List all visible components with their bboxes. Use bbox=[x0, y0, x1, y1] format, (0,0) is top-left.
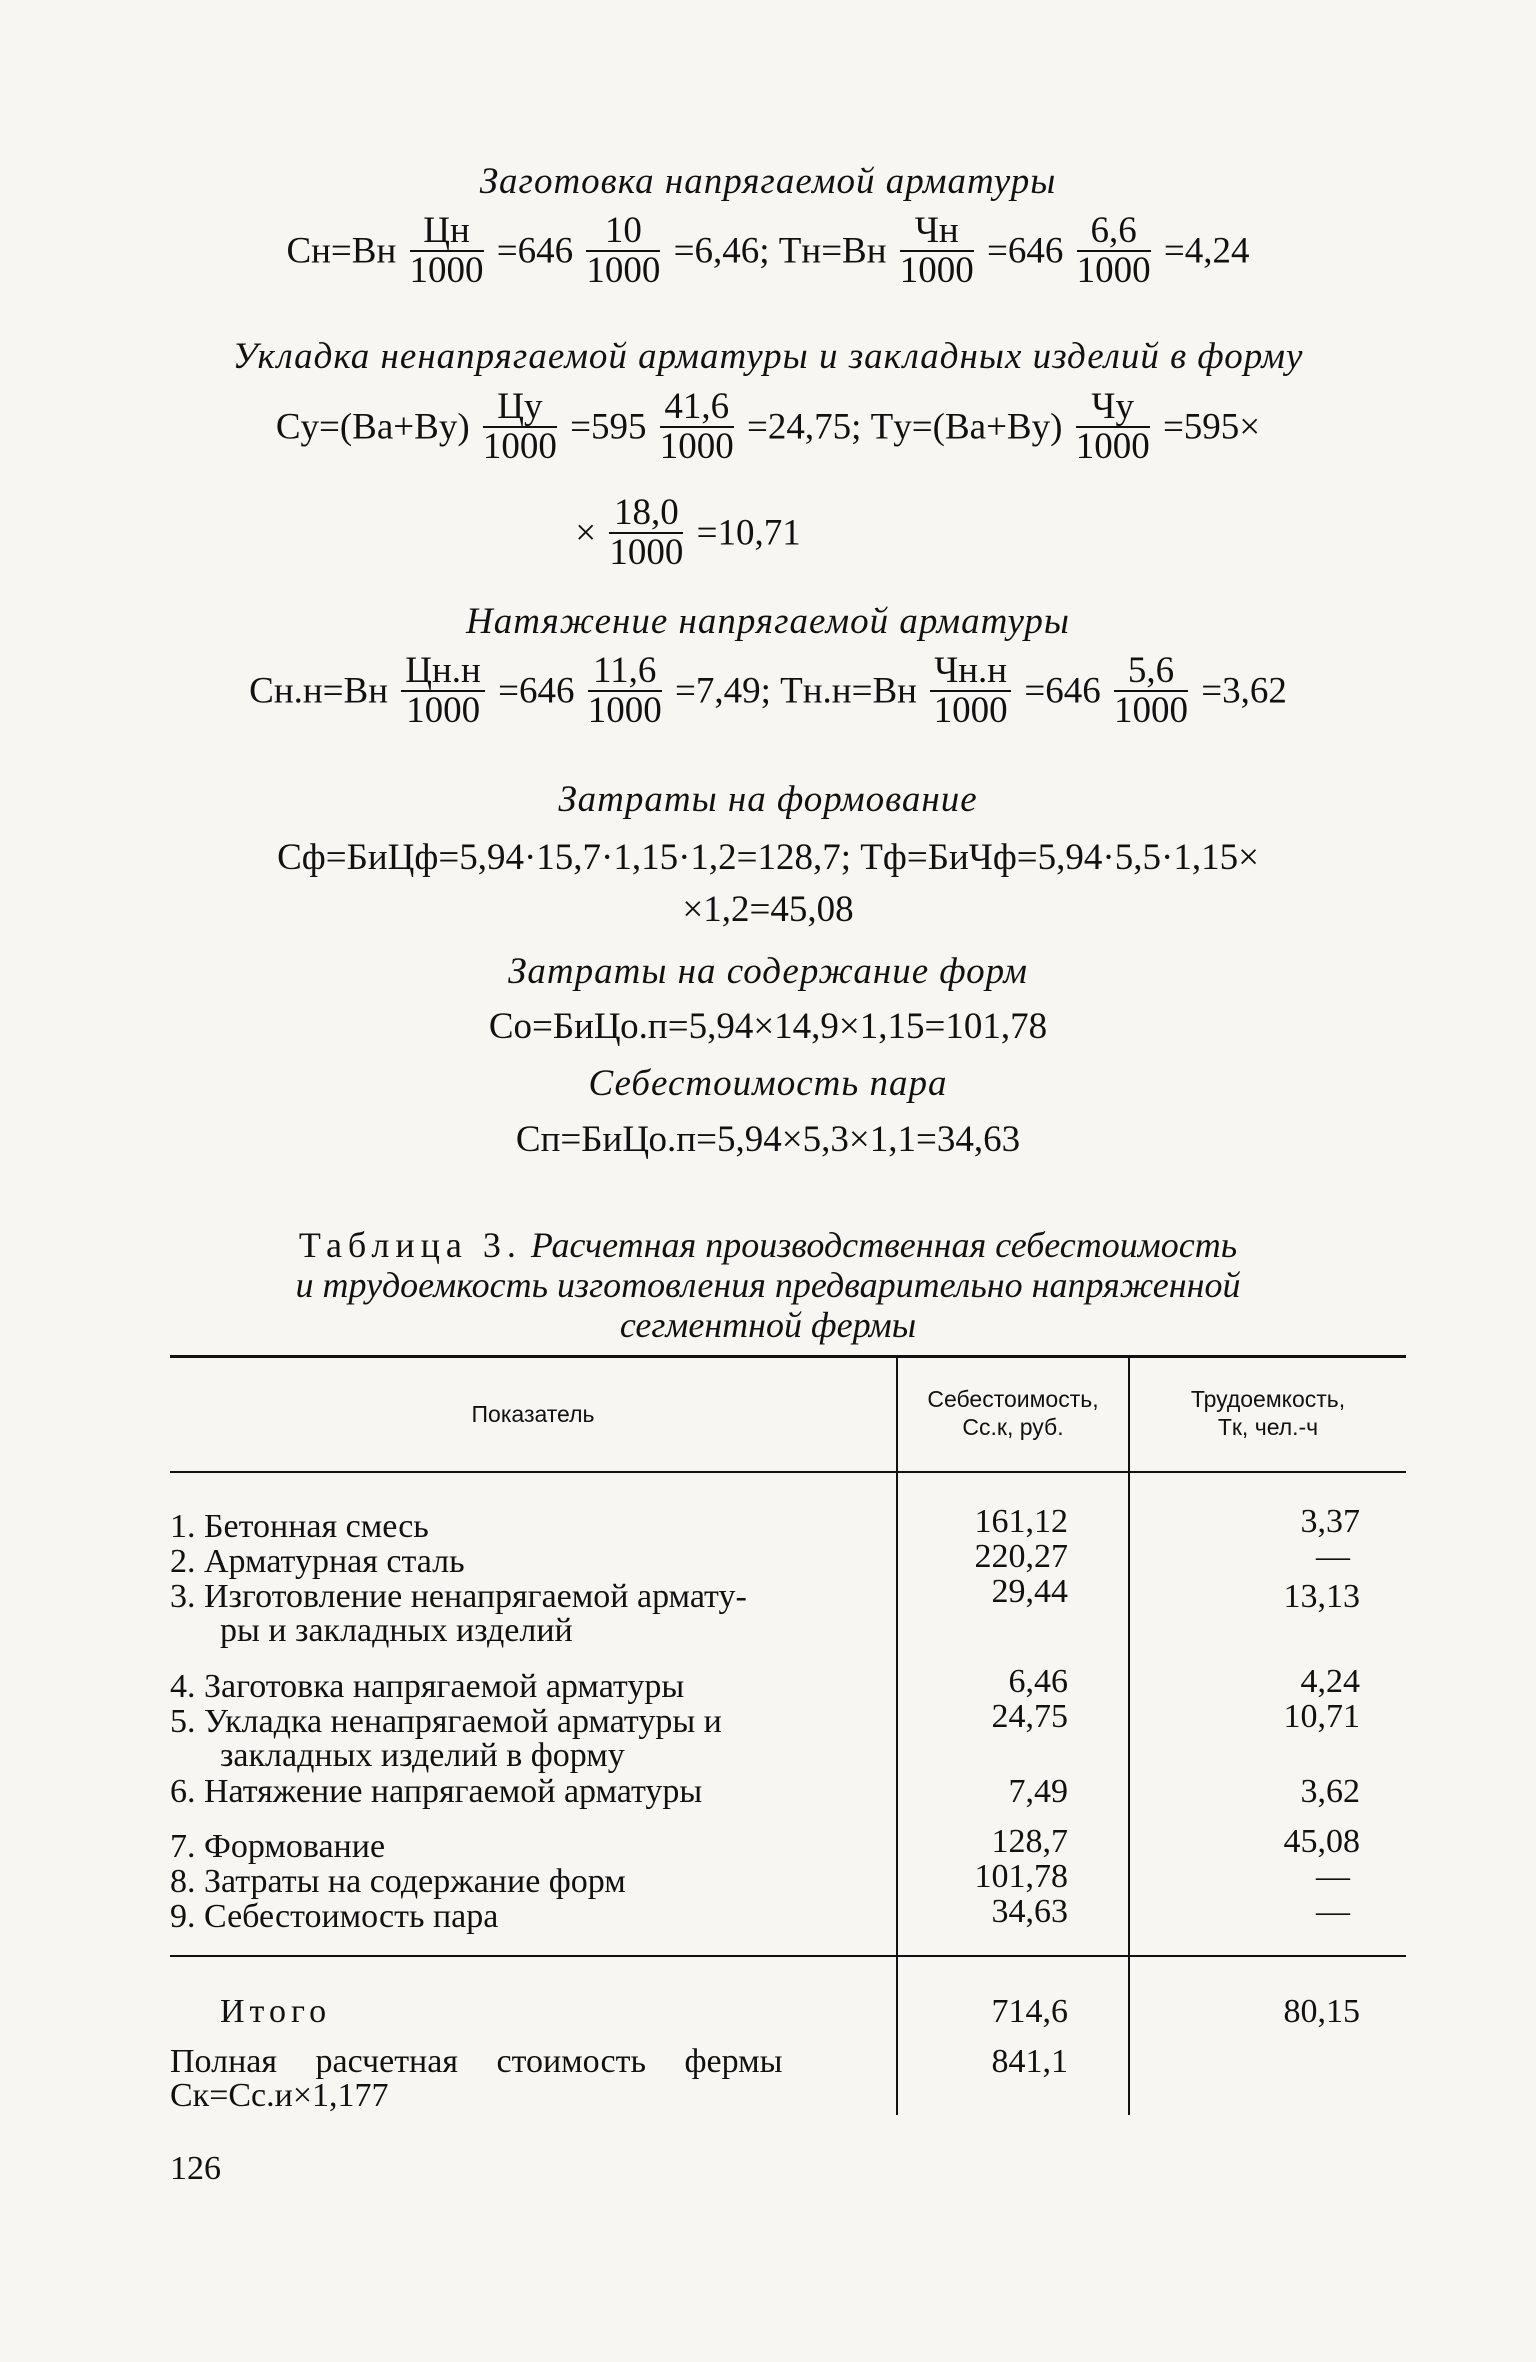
total-label: Итого bbox=[220, 1993, 332, 2030]
header-labor: Трудоемкость, Tк, чел.-ч bbox=[1190, 1386, 1346, 1440]
section-heading-placement: Укладка ненапрягаемой арматуры и закладных изделий в форму bbox=[232, 336, 1304, 377]
equation-tensioning: Cн.н=Bн $\frac{Цн.н}{1000}$ =646 $\frac{11,6}{1000}$ =7,49; Tн.н=Bн $\frac{Чн.н}{1000}$ =646 $\frac{5,6}{1000}$ =3,62 bbox=[249, 650, 1287, 731]
section-heading-tensioning: Натяжение напрягаемой арматуры bbox=[466, 601, 1070, 642]
equation-placement-line2: × $\frac{18,0}{1000}$ =10,71 bbox=[575, 492, 801, 573]
table-caption: Таблица 3. Расчетная производственная себестоимость и трудоемкость изготовления предварительно напряженной сегментной фермы bbox=[295, 1225, 1241, 1345]
full-cost: 841,1 bbox=[991, 2043, 1068, 2080]
full-cost-label: Полная расчетная стоимость фермы Cк=Cс.и×1,177 bbox=[170, 2043, 783, 2114]
header-cost: Себестоимость, Cс.к, руб. bbox=[927, 1386, 1099, 1440]
total-labor: 80,15 bbox=[1283, 1993, 1360, 2030]
table-row: 1. Бетонная смесь bbox=[170, 1508, 429, 1545]
total-cost: 714,6 bbox=[991, 1993, 1068, 2030]
table-row: 3. Изготовление ненапрягаемой армату- ры и закладных изделий bbox=[170, 1578, 747, 1649]
table-row: 5. Укладка ненапрягаемой арматуры и закладных изделий в форму bbox=[170, 1703, 722, 1774]
table-row: 8. Затраты на содержание форм bbox=[170, 1863, 626, 1900]
equation-forming-line1: Cф=БиЦф=5,94·15,7·1,15·1,2=128,7; Tф=БиЧф=5,94·5,5·1,15× bbox=[277, 837, 1259, 878]
section-heading-reinforcement-prep: Заготовка напрягаемой арматуры bbox=[479, 161, 1057, 202]
table-row: 9. Себестоимость пара bbox=[170, 1898, 499, 1935]
equation-forming-line2: ×1,2=45,08 bbox=[682, 889, 854, 930]
equation-placement-line1: Cу=(Bа+Bу) $\frac{Цу}{1000}$ =595 $\frac{41,6}{1000}$ =24,75; Tу=(Bа+Bу) $\frac{Чу}{1000}$ =595× bbox=[275, 386, 1261, 467]
section-heading-mold-costs: Затраты на содержание форм bbox=[508, 951, 1028, 992]
page-number: 126 bbox=[170, 2150, 221, 2187]
header-indicator: Показатель bbox=[471, 1401, 595, 1427]
equation-reinforcement-prep: Cн=Bн $\frac{Цн}{1000}$ =646 $\frac{10}{1000}$ =6,46; Tн=Bн $\frac{Чн}{1000}$ =646 $\frac{6,6}{1000}$ =4,24 bbox=[286, 210, 1250, 291]
table-row: 4. Заготовка напрягаемой арматуры bbox=[170, 1668, 685, 1705]
table-label: Таблица 3. bbox=[298, 1225, 522, 1265]
cost-table: Показатель Себестоимость, Cс.к, руб. Трудоемкость, Tк, чел.-ч 1. Бетонная смесь 161,12 3,37 2. Арматурная сталь 220,27 — 3. Изготовление ненапрягаемой армату- ры и закладных изделий 29,44 13,13 4. Заготовка напрягаемой арматуры 6,46 4,24 5. Укладка ненапрягаемой арматуры и закладных изделий в форму 24,75 10,71 6. Натяжение напрягаемой арматуры 7,49 3,62 7. Формование 128,7 45,08 8. Затраты на содержание форм 101,78 — 9. Себестоимость пара 34,63 — Итого 714,6 80,15 Полная расчетная стоимость фермы Cк=Cс.и×1,177 841,1 bbox=[170, 1355, 1406, 2120]
table-row: 2. Арматурная сталь bbox=[170, 1543, 465, 1580]
equation-steam-cost: Cп=БиЦо.п=5,94×5,3×1,1=34,63 bbox=[515, 1119, 1021, 1160]
section-heading-forming: Затраты на формование bbox=[558, 779, 978, 820]
section-heading-steam-cost: Себестоимость пара bbox=[588, 1063, 948, 1104]
table-row: 7. Формование bbox=[170, 1828, 386, 1865]
equation-mold-costs: Co=БиЦо.п=5,94×14,9×1,15=101,78 bbox=[488, 1006, 1048, 1047]
table-row: 6. Натяжение напрягаемой арматуры bbox=[170, 1773, 703, 1810]
